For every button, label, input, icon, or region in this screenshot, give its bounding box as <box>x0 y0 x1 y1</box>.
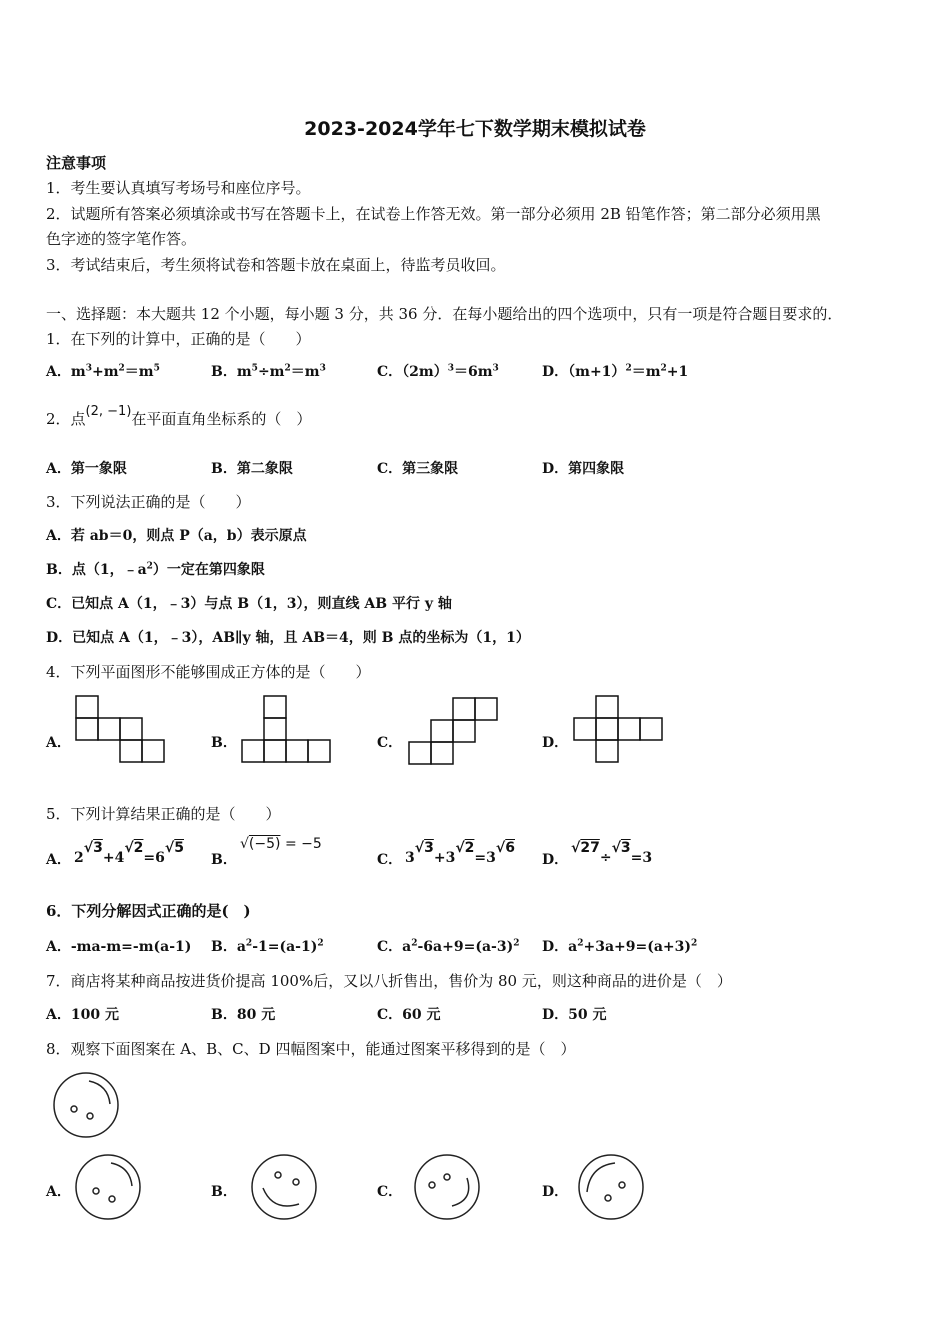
q8-face-d <box>578 1154 648 1224</box>
q3-option-a: A．若 ab＝0，则点 P（a，b）表示原点 <box>46 528 307 544</box>
section-heading: 一、选择题：本大题共 12 个小题，每小题 3 分，共 36 分．在每小题给出的四个选项中，只有一项是符合题目要求的． <box>46 305 843 323</box>
question-2-stem: 2．点(2, −1)在平面直角坐标系的（ ） <box>46 404 312 428</box>
q5-label-a: A． <box>46 852 71 868</box>
q4-net-a <box>76 696 171 766</box>
q6-option-d: D．$a^2+3a+9=(a+3)^2$ <box>542 938 698 955</box>
q8-face-b <box>251 1154 321 1224</box>
q3-option-b: B．点（1，$﹣a^2$）一定在第四象限 <box>46 561 265 578</box>
q8-label-d: D． <box>542 1184 569 1200</box>
q6-option-a: A．-ma-m=-m(a-1) <box>46 939 192 955</box>
notice-heading: 注意事项 <box>46 154 107 172</box>
q5-label-d: D． <box>542 852 569 868</box>
q7-option-c: C．60 元 <box>377 1007 441 1023</box>
question-3-stem: 3．下列说法正确的是（ ） <box>46 493 251 511</box>
q5-expression-a: 2√3+4√2=6√5 <box>74 840 184 866</box>
q7-option-a: A．100 元 <box>46 1007 119 1023</box>
q2-point: (2, −1) <box>85 404 132 419</box>
question-1-stem: 1．在下列的计算中，正确的是（ ） <box>46 330 311 348</box>
q6-option-c: C．$a^2-6a+9=(a-3)^2$ <box>377 938 520 955</box>
q1-option-a: A．$m^3+m^2=m^5$ <box>46 363 160 380</box>
question-6-stem: 6．下列分解因式正确的是( ) <box>46 902 251 920</box>
q5-expression-b: √(−5) = −5 <box>240 836 322 852</box>
q8-label-b: B． <box>211 1184 237 1200</box>
question-4-stem: 4．下列平面图形不能够围成正方体的是（ ） <box>46 663 371 681</box>
q5-label-b: B． <box>211 852 237 868</box>
q2-option-d: D．第四象限 <box>542 461 625 477</box>
notice-item: 1．考生要认真填写考场号和座位序号。 <box>46 179 311 197</box>
q8-original-face <box>52 1072 122 1138</box>
q1-option-c: C．$(2m)^3=6m^3$ <box>377 363 499 380</box>
q1-option-b: B．$m^5\div m^2=m^3$ <box>211 363 326 380</box>
notice-item: 2．试题所有答案必须填涂或书写在答题卡上，在试卷上作答无效。第一部分必须用 2B 铅笔作答；第二部分必须用黑 <box>46 205 821 223</box>
q4-label-d: D． <box>542 735 569 751</box>
notice-item: 3．考试结束后，考生须将试卷和答题卡放在桌面上，待监考员收回。 <box>46 256 506 274</box>
q7-option-d: D．50 元 <box>542 1007 607 1023</box>
q3-option-c: C．已知点 A（1，﹣3）与点 B（1，3），则直线 AB 平行 y 轴 <box>46 596 452 612</box>
q4-net-d <box>574 696 669 766</box>
q2-option-a: A．第一象限 <box>46 461 127 477</box>
question-7-stem: 7．商店将某种商品按进货价提高 100%后，又以八折售出，售价为 80 元，则这种商品的进价是（ ） <box>46 972 732 990</box>
question-5-stem: 5．下列计算结果正确的是（ ） <box>46 805 281 823</box>
q4-label-a: A． <box>46 735 71 751</box>
q6-option-b: B．$a^2-1=(a-1)^2$ <box>211 938 324 955</box>
q2-option-c: C．第三象限 <box>377 461 459 477</box>
q8-label-a: A． <box>46 1184 71 1200</box>
q4-net-c <box>409 698 504 768</box>
q4-label-b: B． <box>211 735 237 751</box>
q8-face-c <box>414 1154 484 1224</box>
q8-face-a <box>75 1154 145 1220</box>
q2-option-b: B．第二象限 <box>211 461 293 477</box>
q5-expression-d: √27÷√3=3 <box>571 840 653 866</box>
q3-option-d: D．已知点 A（1，﹣3），AB∥y 轴，且 AB＝4，则 B 点的坐标为（1，1） <box>46 630 530 646</box>
q1-option-d: D．$(m+1)^2=m^2+1$ <box>542 363 689 380</box>
q7-option-b: B．80 元 <box>211 1007 276 1023</box>
q4-label-c: C． <box>377 735 403 751</box>
q4-net-b <box>242 696 337 766</box>
question-8-stem: 8．观察下面图案在 A、B、C、D 四幅图案中，能通过图案平移得到的是（ ） <box>46 1040 576 1058</box>
notice-item: 色字迹的签字笔作答。 <box>46 230 197 248</box>
q8-label-c: C． <box>377 1184 403 1200</box>
q5-expression-c: 3√3+3√2=3√6 <box>405 840 515 866</box>
q5-label-c: C． <box>377 852 403 868</box>
page-title: 2023-2024学年七下数学期末模拟试卷 <box>304 118 646 140</box>
